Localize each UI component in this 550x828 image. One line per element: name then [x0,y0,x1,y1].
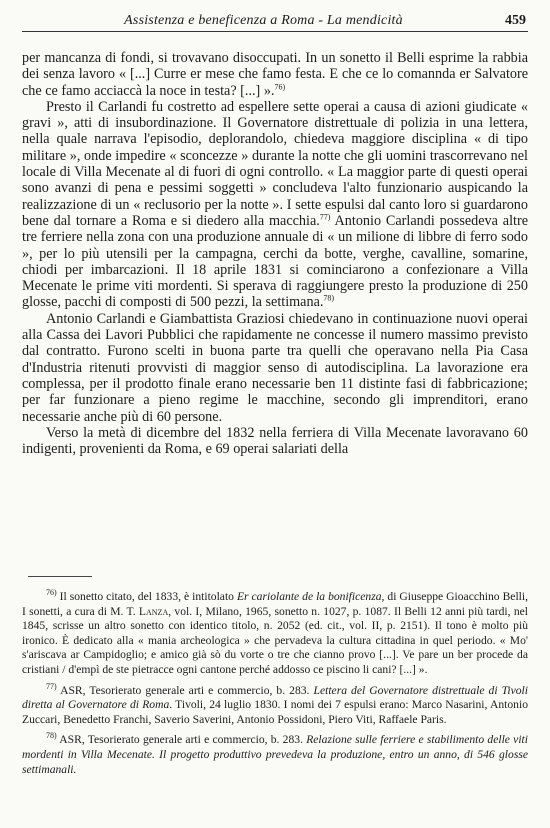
running-title: Assistenza e beneficenza a Roma - La mendicità [124,13,403,28]
page-number: 459 [505,13,526,28]
work-title: Er cariolante de la bonificenza [236,590,382,603]
footnote-number: 76) [46,588,57,598]
footnote-77: $^{77)}$ ASR, Tesorierato generale arti e commercio, b. 283. Lettera del Governatore distrettuale di Tivoli diretta al Governatore di Roma. Tivoli, 24 luglio 1830. I nomi dei 7 espulsi erano: Marco Nasarini, Antonio Zuccari, Benedetto Franchi, Saverio Saverini, Antonio Possidoni, Piero Viti, Raffaele Paris. [22,681,528,726]
running-header [22,8,528,32]
footnote-ref[interactable]: 76) [274,81,286,91]
footnote-ref[interactable]: 77) [319,212,331,222]
paragraph: per mancanza di fondi, si trovavano disoccupati. In un sonetto il Belli esprime la rabbia dei senza lavoro « [...] Curre er mese che famo festa. E che ce lo comannda er Salvatore che ce famo acciaccà la noce in testa? [...] ».$^{76)}$ [22,50,528,99]
document-title: Relazione sulle ferriere e stabilimento delle viti mordenti in Villa Mecenate. Il progetto produttivo prevedeva la produzione, entro un anno, di 546 glosse settimanali. [22,733,528,776]
main-text [22,50,528,457]
paragraph: Antonio Carlandi e Giambattista Graziosi chiedevano in continuazione nuovi operai alla Cassa dei Lavori Pubblici che rapidamente ne concesse il numero massimo previsto dal contratto. Furono scelti in buona parte tra quelli che operavano nella Pia Casa d'Industria ritenuti provvisti di maggior senso di autodisciplina. La lavorazione era complessa, per il prodotto finale erano necessarie ben 11 distinte fasi di fabbricazione; per far funzionare a pieno regime le macchine, secondo gli imprenditori, erano necessarie anche più di 60 persone. [22,310,528,425]
footnote-number: 78) [46,731,57,741]
document-title: Lettera del Governatore distrettuale di Tivoli diretta al Governatore di Roma [22,683,528,712]
footnote-76: $^{76)}$ Il sonetto citato, del 1833, è intitolato Er cariolante de la bonificenza, di Giuseppe Gioacchino Belli, I sonetti, a cura di M. T. Lanza, vol. I, Milano, 1965, sonetto n. 1027, p. 1087. Il Belli 12 anni più tardi, nel 1845, scrisse un altro sonetto con identico titolo, n. 2052 (ed. cit., vol. II, p. 2151). Il tono è molto più ironico. È dedicato alla « mania archeologica » che pervadeva la cultura cittadina in quel periodo. « Mo' s'ariscava ar Campidoglio; e amico già sò du vorte o tre che cianno provo [...]. Ve pare un ber procede da cristiani / d'empì de ste pietracce ogni cantone perché addosso ce piscino li cani? [...] ». [22,588,529,676]
footnote-78: $^{78)}$ ASR, Tesorierato generale arti e commercio, b. 283. Relazione sulle ferriere e stabilimento delle viti mordenti in Villa Mecenate. Il progetto produttivo prevedeva la produzione, entro un anno, di 546 glosse settimanali. [22,731,528,776]
footnote-divider [28,576,92,577]
footnotes [22,590,528,783]
footnote-number: 77) [46,681,57,691]
paragraph: Verso la metà di dicembre del 1832 nella ferriera di Villa Mecenate lavoravano 60 indigenti, provenienti da Roma, e 69 operai salariati della [22,424,528,458]
footnote-ref[interactable]: 78) [323,293,335,303]
editor-name: Lanza [138,604,169,618]
paragraph: Presto il Carlandi fu costretto ad espellere sette operai a causa di azioni giudicate « gravi », atti di insubordinazione. Il Governatore distrettuale di polizia in una lettera, nella quale narrava l'episodio, deplorandolo, chiedeva maggiore disciplina « di tipo militare », onde impedire « sconcezze » durante la notte che gli uomini trascorrevano nel locale di Villa Mecenate al di fuori di ogni controllo. « La maggior parte di questi operai sono avanzi di pena e pessimi soggetti » concludeva l'alto funzionario auspicando la realizzazione di un « reclusorio per la notte ». I sette espulsi dal canto loro si guardarono bene dal tornare a Roma e si diedero alla macchia.$^{77)}$ Antonio Carlandi possedeva altre tre ferriere nella zona con una produzione annuale di « un milione di libbre di ferro sodo », per lo più utensili per la campagna, cerchi da botte, verghe, cavalline, somarine, chiodi per imbarcazioni. Il 18 aprile 1831 si cominciarono a confezionare a Villa Mecenate le prime viti mordenti. Si sperava di raggiungere presto la produzione di 250 glosse, pacchi di composti di 500 pezzi, la settimana.$^{78)}$ [22,98,528,311]
